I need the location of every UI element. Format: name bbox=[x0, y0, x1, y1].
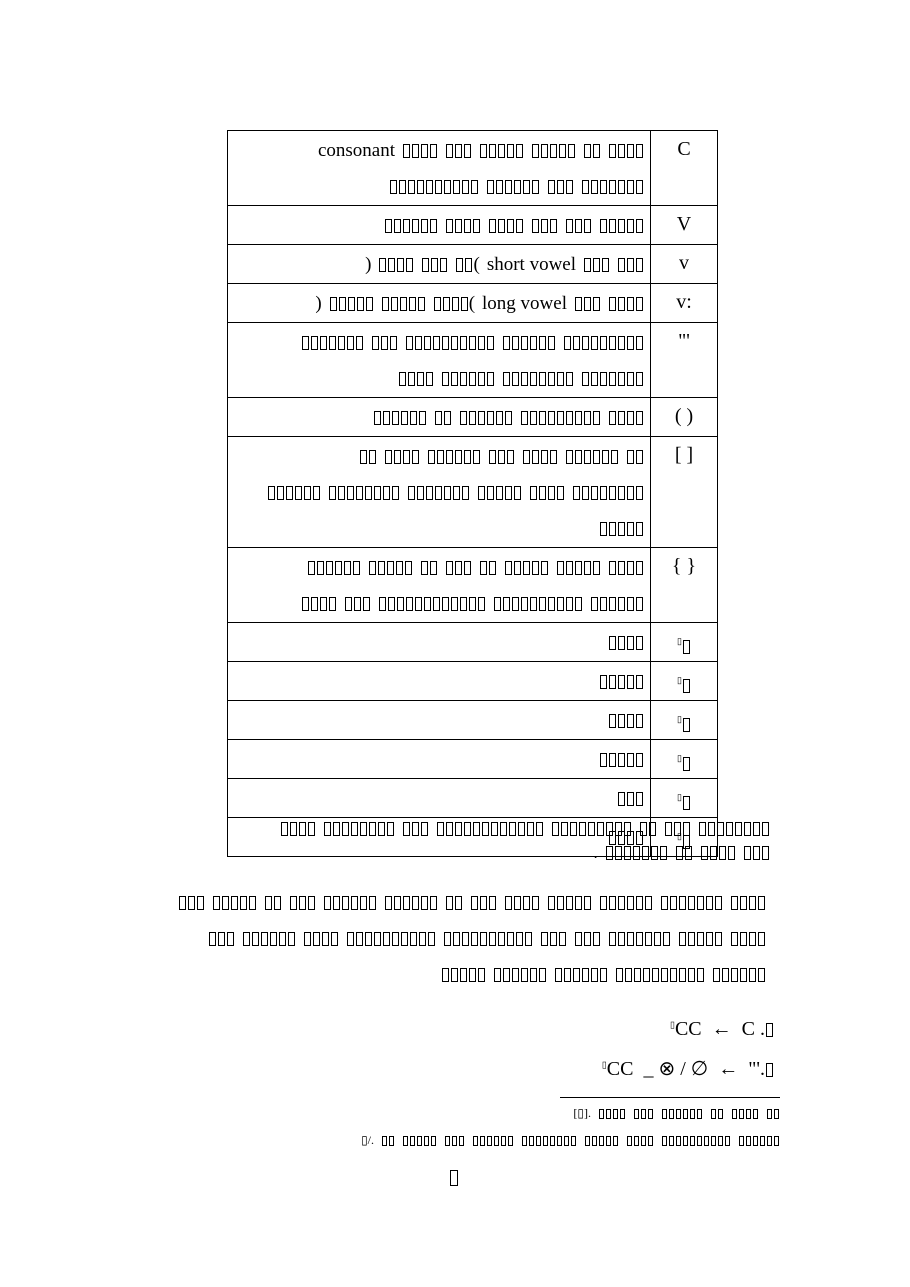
glyph-word bbox=[373, 407, 427, 428]
glyph-word bbox=[565, 215, 592, 236]
table-row bbox=[228, 131, 718, 206]
glyph-word bbox=[731, 1106, 759, 1120]
glyph-word bbox=[626, 1133, 654, 1147]
row-description bbox=[228, 701, 651, 740]
glyph-word bbox=[599, 892, 653, 912]
glyph-word bbox=[328, 482, 400, 503]
glyph-word bbox=[502, 368, 574, 389]
row-description bbox=[228, 131, 651, 206]
row-symbol: V bbox=[651, 206, 718, 245]
glyph-word bbox=[384, 215, 438, 236]
glyph-word bbox=[445, 557, 472, 578]
glyph-word bbox=[682, 713, 691, 735]
row-description bbox=[228, 623, 651, 662]
row-symbol: C bbox=[651, 131, 718, 206]
glyph-word bbox=[730, 928, 766, 948]
table-row bbox=[228, 779, 718, 818]
glyph-word bbox=[682, 752, 691, 774]
row-symbol: ▯ bbox=[651, 779, 718, 818]
glyph-word bbox=[402, 1133, 437, 1147]
table-row bbox=[228, 206, 718, 245]
glyph-word bbox=[608, 632, 644, 653]
glyph-word bbox=[398, 368, 434, 389]
glyph-word bbox=[264, 892, 282, 912]
glyph-word bbox=[565, 446, 619, 467]
glyph-word bbox=[307, 557, 361, 578]
glyph-word bbox=[639, 821, 657, 838]
glyph-word bbox=[242, 928, 296, 948]
glyph-word bbox=[433, 293, 469, 314]
glyph-word bbox=[488, 446, 515, 467]
glyph-word bbox=[574, 928, 601, 948]
glyph-word bbox=[289, 892, 316, 912]
row-description bbox=[228, 548, 651, 623]
glyph-word bbox=[267, 482, 321, 503]
glyph-word bbox=[389, 176, 479, 197]
footnote-2: ./▯ bbox=[361, 1133, 780, 1148]
glyph-word bbox=[445, 140, 472, 161]
glyph-word bbox=[710, 1106, 724, 1120]
glyph-word bbox=[529, 482, 565, 503]
rule-1: ▯CC ← C . bbox=[670, 1018, 774, 1041]
glyph-word bbox=[698, 821, 770, 838]
table-row bbox=[228, 548, 718, 623]
glyph-word bbox=[445, 215, 481, 236]
glyph-word bbox=[547, 892, 592, 912]
latin-term: long vowel bbox=[482, 293, 567, 314]
row-symbol: [ ] bbox=[651, 437, 718, 548]
glyph-word bbox=[402, 140, 438, 161]
glyph-word bbox=[493, 964, 547, 984]
glyph-word bbox=[479, 140, 524, 161]
glyph-word bbox=[608, 293, 644, 314]
glyph-word bbox=[521, 1133, 577, 1147]
glyph-word bbox=[583, 140, 601, 161]
glyph-word bbox=[427, 446, 481, 467]
glyph-word bbox=[441, 964, 486, 984]
glyph-word bbox=[381, 293, 426, 314]
glyph-word bbox=[599, 671, 644, 692]
latin-term: short vowel bbox=[486, 254, 576, 275]
glyph-word bbox=[208, 928, 235, 948]
glyph-word bbox=[608, 407, 644, 428]
glyph-word bbox=[477, 482, 522, 503]
glyph-word bbox=[443, 928, 533, 948]
glyph-word bbox=[615, 964, 705, 984]
glyph-word bbox=[712, 964, 766, 984]
glyph-word bbox=[590, 593, 644, 614]
glyph-word bbox=[584, 1133, 619, 1147]
row-description bbox=[228, 206, 651, 245]
glyph-word bbox=[378, 593, 486, 614]
glyph-word bbox=[470, 892, 497, 912]
glyph-word bbox=[599, 749, 644, 770]
table-row bbox=[228, 437, 718, 548]
table-row bbox=[228, 701, 718, 740]
row-description bbox=[228, 323, 651, 398]
page-number bbox=[449, 1168, 459, 1189]
symbol-table bbox=[227, 130, 718, 857]
glyph-word bbox=[556, 557, 601, 578]
glyph-word bbox=[581, 368, 644, 389]
glyph-word bbox=[551, 821, 632, 838]
glyph-word bbox=[371, 332, 398, 353]
glyph-word bbox=[445, 892, 463, 912]
table-row bbox=[228, 662, 718, 701]
glyph-word bbox=[359, 446, 377, 467]
glyph-word bbox=[441, 368, 495, 389]
row-symbol: ▯ bbox=[651, 701, 718, 740]
glyph-word bbox=[682, 674, 691, 696]
glyph-word bbox=[554, 964, 608, 984]
glyph-word bbox=[547, 176, 574, 197]
glyph-word bbox=[682, 635, 691, 657]
glyph-word bbox=[212, 892, 257, 912]
row-description: short vowel)( bbox=[228, 245, 651, 284]
glyph-word bbox=[301, 332, 364, 353]
glyph-word bbox=[633, 1106, 654, 1120]
glyph-word bbox=[303, 928, 339, 948]
glyph-word bbox=[678, 928, 723, 948]
glyph-word bbox=[661, 1133, 731, 1147]
row-symbol: ▯ bbox=[651, 623, 718, 662]
table-row bbox=[228, 398, 718, 437]
glyph-word bbox=[766, 1106, 780, 1120]
latin-term: consonant bbox=[317, 140, 395, 161]
glyph-word bbox=[329, 293, 374, 314]
glyph-word bbox=[434, 407, 452, 428]
glyph-word bbox=[459, 407, 513, 428]
glyph-word bbox=[520, 407, 601, 428]
glyph-word bbox=[486, 176, 540, 197]
glyph-word bbox=[488, 215, 524, 236]
body-paragraph bbox=[150, 884, 766, 992]
glyph-word bbox=[444, 1133, 465, 1147]
glyph-word bbox=[346, 928, 436, 948]
row-description bbox=[228, 398, 651, 437]
glyph-word bbox=[402, 821, 429, 838]
glyph-word bbox=[504, 557, 549, 578]
glyph-word bbox=[608, 557, 644, 578]
glyph-word bbox=[598, 1106, 626, 1120]
glyph-word bbox=[583, 254, 610, 275]
glyph-word bbox=[661, 1106, 703, 1120]
glyph-word bbox=[531, 215, 558, 236]
glyph-word bbox=[574, 293, 601, 314]
glyph-word bbox=[738, 1133, 780, 1147]
glyph-word bbox=[301, 593, 337, 614]
row-symbol: ▯ bbox=[651, 818, 718, 857]
glyph-word bbox=[455, 254, 473, 275]
glyph-word bbox=[599, 518, 644, 539]
glyph-word bbox=[323, 821, 395, 838]
glyph-word bbox=[700, 845, 736, 862]
glyph-word bbox=[540, 928, 567, 948]
table-row bbox=[228, 245, 718, 284]
glyph-word bbox=[581, 176, 644, 197]
glyph-word bbox=[472, 1133, 514, 1147]
glyph-word bbox=[178, 892, 205, 912]
glyph-word bbox=[407, 482, 470, 503]
glyph-word bbox=[479, 557, 497, 578]
glyph-word bbox=[617, 254, 644, 275]
row-symbol: v: bbox=[651, 284, 718, 323]
table-row bbox=[228, 623, 718, 662]
row-description bbox=[228, 740, 651, 779]
row-symbol: ( ) bbox=[651, 398, 718, 437]
rule-2: ▯CC _ ⊗ / ∅ ← "'. bbox=[602, 1056, 774, 1081]
row-description bbox=[228, 779, 651, 818]
glyph-word bbox=[626, 446, 644, 467]
glyph-word bbox=[660, 892, 723, 912]
glyph-word bbox=[502, 332, 556, 353]
glyph-word bbox=[605, 845, 668, 862]
row-symbol: v bbox=[651, 245, 718, 284]
row-description bbox=[228, 437, 651, 548]
glyph-word bbox=[436, 821, 544, 838]
glyph-word bbox=[323, 892, 377, 912]
glyph-word bbox=[344, 593, 371, 614]
glyph-word bbox=[572, 482, 644, 503]
glyph-word bbox=[608, 928, 671, 948]
glyph-word bbox=[368, 557, 413, 578]
footnote-1: .[▯] bbox=[573, 1106, 780, 1121]
glyph-word bbox=[617, 788, 644, 809]
table-caption: . bbox=[280, 818, 770, 866]
glyph-word bbox=[384, 892, 438, 912]
glyph-word bbox=[599, 215, 644, 236]
glyph-word bbox=[493, 593, 583, 614]
glyph-word bbox=[664, 821, 691, 838]
glyph-word bbox=[531, 140, 576, 161]
glyph-word bbox=[608, 140, 644, 161]
glyph-word bbox=[384, 446, 420, 467]
glyph-word bbox=[563, 332, 644, 353]
glyph-word bbox=[504, 892, 540, 912]
row-description: long vowel)( bbox=[228, 284, 651, 323]
glyph-word bbox=[420, 557, 438, 578]
glyph-word bbox=[730, 892, 766, 912]
glyph-word bbox=[608, 710, 644, 731]
glyph-word bbox=[682, 791, 691, 813]
glyph-word bbox=[675, 845, 693, 862]
row-symbol: { } bbox=[651, 548, 718, 623]
glyph-word bbox=[522, 446, 558, 467]
row-symbol: "' bbox=[651, 323, 718, 398]
glyph-word bbox=[378, 254, 414, 275]
row-symbol: ▯ bbox=[651, 662, 718, 701]
table-row bbox=[228, 323, 718, 398]
table-row bbox=[228, 284, 718, 323]
table-row bbox=[228, 740, 718, 779]
footnote-separator bbox=[560, 1097, 780, 1098]
glyph-word bbox=[421, 254, 448, 275]
row-symbol: ▯ bbox=[651, 740, 718, 779]
glyph-word bbox=[381, 1133, 395, 1147]
glyph-word bbox=[405, 332, 495, 353]
row-description bbox=[228, 662, 651, 701]
